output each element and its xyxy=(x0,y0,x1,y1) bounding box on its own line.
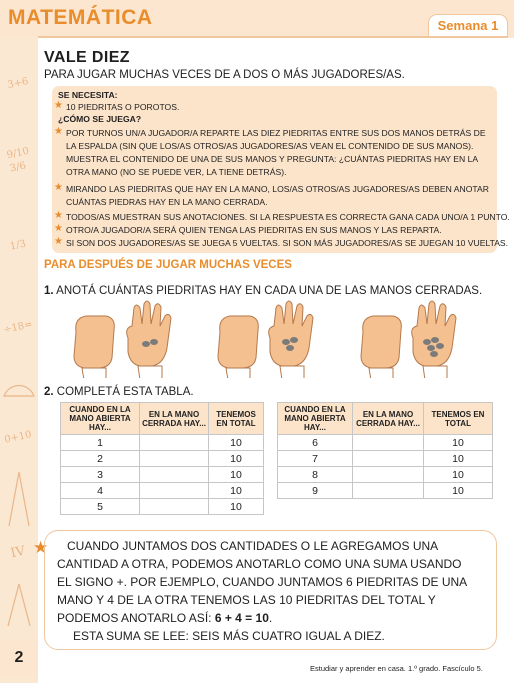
table-cell: 4 xyxy=(61,483,140,499)
needs-label: SE NECESITA: xyxy=(58,90,118,100)
table-header: TENEMOS EN TOTAL xyxy=(209,403,264,435)
table-header: CUANDO EN LA MANO ABIERTA HAY... xyxy=(61,403,140,435)
table-row xyxy=(278,483,493,499)
table-cell: 10 xyxy=(209,483,264,499)
table-cell: 10 xyxy=(424,483,493,499)
table-cell: 2 xyxy=(61,451,140,467)
how-label: ¿CÓMO SE JUEGA? xyxy=(58,114,142,124)
table-cell: 8 xyxy=(278,467,353,483)
side-decor-text: 3/6 xyxy=(8,160,28,175)
page-number: 2 xyxy=(0,640,38,678)
rule-line: MIRANDO LAS PIEDRITAS QUE HAY EN LA MANO, LOS/AS OTROS/AS JUGADORES/AS DEBEN ANOTAR xyxy=(66,184,489,194)
side-decor-text: 1/3 xyxy=(8,238,28,253)
rule-line: CUÁNTAS PIEDRAS HAY EN LA MANO CERRADA. xyxy=(66,197,268,207)
table-cell: 5 xyxy=(61,499,140,515)
star-icon: ★ xyxy=(54,210,63,221)
table-row xyxy=(278,451,493,467)
rule-line: OTRA MANO (NO SE PUEDE VER, LA TIENE DETRÁS). xyxy=(66,167,287,177)
needs-item: 10 PIEDRITAS O POROTOS. xyxy=(66,102,180,112)
star-icon: ★ xyxy=(54,182,63,193)
table-cell: 6 xyxy=(278,435,353,451)
activity-subtitle: PARA JUGAR MUCHAS VECES DE A DOS O MÁS JUGADORES/AS. xyxy=(44,69,405,81)
table-row xyxy=(278,467,493,483)
side-decor-text: IV xyxy=(9,543,27,562)
table-row xyxy=(278,435,493,451)
table-cell: 10 xyxy=(424,451,493,467)
answer-cell[interactable] xyxy=(140,467,209,483)
side-decor-text: ÷18= xyxy=(2,319,34,336)
sum-table-left xyxy=(60,402,264,515)
table-cell: 10 xyxy=(424,435,493,451)
side-decor-text: 0+10 xyxy=(3,429,33,446)
question-number: 1. xyxy=(44,285,54,297)
subject-title: MATEMÁTICA xyxy=(8,6,153,29)
note-line: CANTIDAD A OTRA, PODEMOS ANOTARLO COMO UNA SUMA USANDO xyxy=(57,557,462,571)
question-number: 2. xyxy=(44,386,54,398)
table-header: EN LA MANO CERRADA HAY... xyxy=(353,403,424,435)
equation: 6 + 4 = 10 xyxy=(214,611,269,625)
table-cell: 9 xyxy=(278,483,353,499)
info-note xyxy=(44,530,497,650)
table-cell: 7 xyxy=(278,451,353,467)
rule-line: LA ESPALDA (SIN QUE LOS/AS OTROS/AS JUGADORES/AS VEAN EL CONTENIDO DE SUS MANOS). xyxy=(66,141,474,151)
side-decor-text: 3+6 xyxy=(6,75,30,92)
table-row xyxy=(61,467,264,483)
hands-illustration-2 xyxy=(210,298,330,378)
table-cell: 10 xyxy=(209,435,264,451)
answer-cell[interactable] xyxy=(353,451,424,467)
note-line: CUANDO JUNTAMOS DOS CANTIDADES O LE AGREGAMOS UNA xyxy=(67,539,439,553)
table-header: CUANDO EN LA MANO ABIERTA HAY... xyxy=(278,403,353,435)
note-text: . xyxy=(268,611,273,625)
table-cell: 10 xyxy=(209,451,264,467)
table-cell: 10 xyxy=(209,499,264,515)
week-tab: Semana 1 xyxy=(428,14,508,37)
hands-illustration-1 xyxy=(62,298,182,378)
note-text: PODEMOS ANOTARLO ASÍ: xyxy=(57,611,215,625)
question-2 xyxy=(44,386,194,398)
activity-title: VALE DIEZ xyxy=(44,49,130,66)
rule-line: OTRO/A JUGADOR/A SERÁ QUIEN TENGA LAS PIEDRITAS EN SUS MANOS Y LAS REPARTA. xyxy=(66,225,442,235)
sum-table-right xyxy=(277,402,493,499)
answer-cell[interactable] xyxy=(353,483,424,499)
answer-cell[interactable] xyxy=(140,435,209,451)
question-1 xyxy=(44,285,482,297)
star-icon: ★ xyxy=(54,223,63,234)
header-divider xyxy=(38,36,508,38)
note-line: MANO Y 4 DE LA OTRA TENEMOS LAS 10 PIEDRITAS DEL TOTAL Y xyxy=(57,593,436,607)
rule-line: TODOS/AS MUESTRAN SUS ANOTACIONES. SI LA RESPUESTA ES CORRECTA GANA CADA UNO/A 1 PUNTO. xyxy=(66,212,510,222)
star-icon: ★ xyxy=(33,538,49,557)
answer-cell[interactable] xyxy=(353,435,424,451)
table-row xyxy=(61,451,264,467)
side-decoration-strip xyxy=(0,0,38,683)
table-header: EN LA MANO CERRADA HAY... xyxy=(140,403,209,435)
table-row xyxy=(61,499,264,515)
rule-line: SI SON DOS JUGADORES/AS SE JUEGA 5 VUELTAS. SI SON MÁS JUGADORES/AS SE JUEGAN 10 VUELTAS. xyxy=(66,238,509,248)
table-row xyxy=(61,483,264,499)
table-cell: 10 xyxy=(209,467,264,483)
compass-icon xyxy=(4,470,34,530)
star-icon: ★ xyxy=(54,126,63,137)
table-cell: 3 xyxy=(61,467,140,483)
table-cell: 10 xyxy=(424,467,493,483)
rule-line: POR TURNOS UN/A JUGADOR/A REPARTE LAS DIEZ PIEDRITAS ENTRE SUS DOS MANOS DETRÁS DE xyxy=(66,128,486,138)
section-title: PARA DESPUÉS DE JUGAR MUCHAS VECES xyxy=(44,259,292,271)
question-text: ANOTÁ CUÁNTAS PIEDRITAS HAY EN CADA UNA DE LAS MANOS CERRADAS. xyxy=(56,285,483,297)
footer-text: Estudiar y aprender en casa. 1.º grado. Fascículo 5. xyxy=(310,664,483,673)
rule-line: MUESTRA EL CONTENIDO DE UNA DE SUS MANOS Y PREGUNTA: ¿CUÁNTAS PIEDRITAS HAY EN LA xyxy=(66,154,479,164)
rules-box xyxy=(52,86,510,253)
table-row xyxy=(61,435,264,451)
hands-illustration-3 xyxy=(355,298,475,378)
question-text: COMPLETÁ ESTA TABLA. xyxy=(56,386,194,398)
answer-cell[interactable] xyxy=(140,483,209,499)
table-header: TENEMOS EN TOTAL xyxy=(424,403,493,435)
note-line: EL SIGNO +. POR EJEMPLO, CUANDO JUNTAMOS 6 PIEDRITAS DE UNA xyxy=(57,575,468,589)
note-line: ESTA SUMA SE LEE: SEIS MÁS CUATRO IGUAL A DIEZ. xyxy=(73,629,385,643)
protractor-icon xyxy=(2,360,36,400)
star-icon: ★ xyxy=(54,236,63,247)
side-decor-text: 9/10 xyxy=(5,145,31,162)
table-cell: 1 xyxy=(61,435,140,451)
star-icon: ★ xyxy=(54,100,63,111)
answer-cell[interactable] xyxy=(140,499,209,515)
compass-icon xyxy=(2,580,36,630)
note-line xyxy=(57,611,272,625)
answer-cell[interactable] xyxy=(353,467,424,483)
answer-cell[interactable] xyxy=(140,451,209,467)
